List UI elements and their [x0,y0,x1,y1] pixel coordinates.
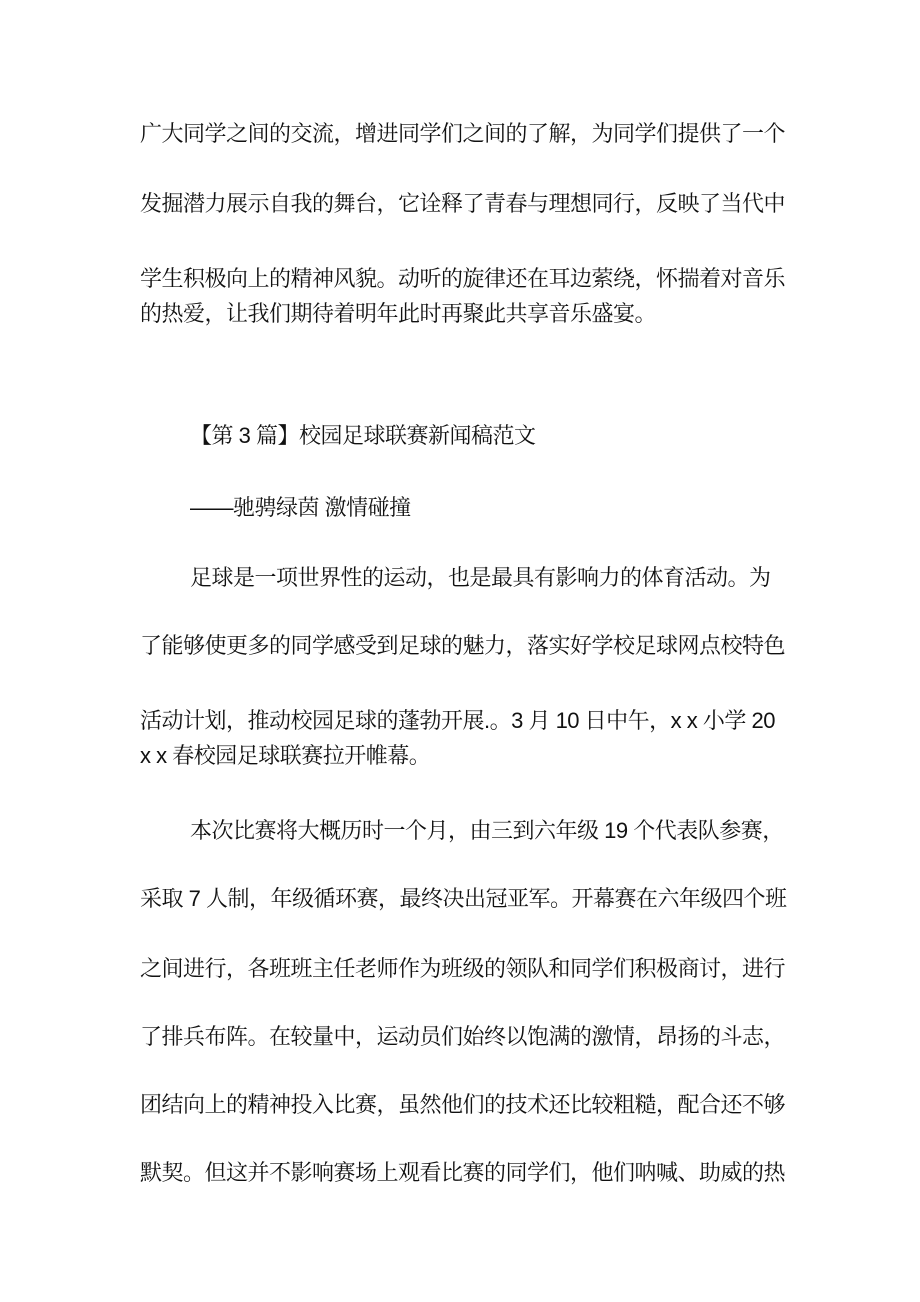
text-line: 的热爱，让我们期待着明年此时再聚此共享音乐盛宴。 [140,301,657,326]
text-line: 了能够使更多的同学感受到足球的魅力，落实好学校足球网点校特色 [140,633,786,658]
text-line: 学生积极向上的精神风貌。动听的旋律还在耳边萦绕，怀揣着对音乐 [140,266,786,291]
text-line: 之间进行，各班班主任老师作为班级的领队和同学们积极商讨，进行 [140,956,786,981]
text-line: 默契。但这并不影响赛场上观看比赛的同学们，他们呐喊、助威的热 [140,1160,786,1185]
text-line: 采取 7 人制，年级循环赛，最终决出冠亚军。开幕赛在六年级四个班 [140,886,787,911]
text-line: 活动计划，推动校园足球的蓬勃开展.。3 月 10 日中午，x x 小学 20 [140,708,775,733]
text-line: 本次比赛将大概历时一个月，由三到六年级 19 个代表队参赛， [190,818,784,843]
text-line: 了排兵布阵。在较量中，运动员们始终以饱满的激情，昂扬的斗志， [140,1024,786,1049]
text-line: 广大同学之间的交流，增进同学们之间的了解，为同学们提供了一个 [140,121,786,146]
text-line: 团结向上的精神投入比赛，虽然他们的技术还比较粗糙，配合还不够 [140,1092,786,1117]
text-line: 足球是一项世界性的运动，也是最具有影响力的体育活动。为 [190,565,771,590]
text-line: 发掘潜力展示自我的舞台，它诠释了青春与理想同行，反映了当代中 [140,191,786,216]
section-heading: 【第 3 篇】校园足球联赛新闻稿范文 [190,423,536,448]
section-subtitle: ——驰骋绿茵 激情碰撞 [190,495,411,520]
text-line: x x 春校园足球联赛拉开帷幕。 [140,743,431,768]
